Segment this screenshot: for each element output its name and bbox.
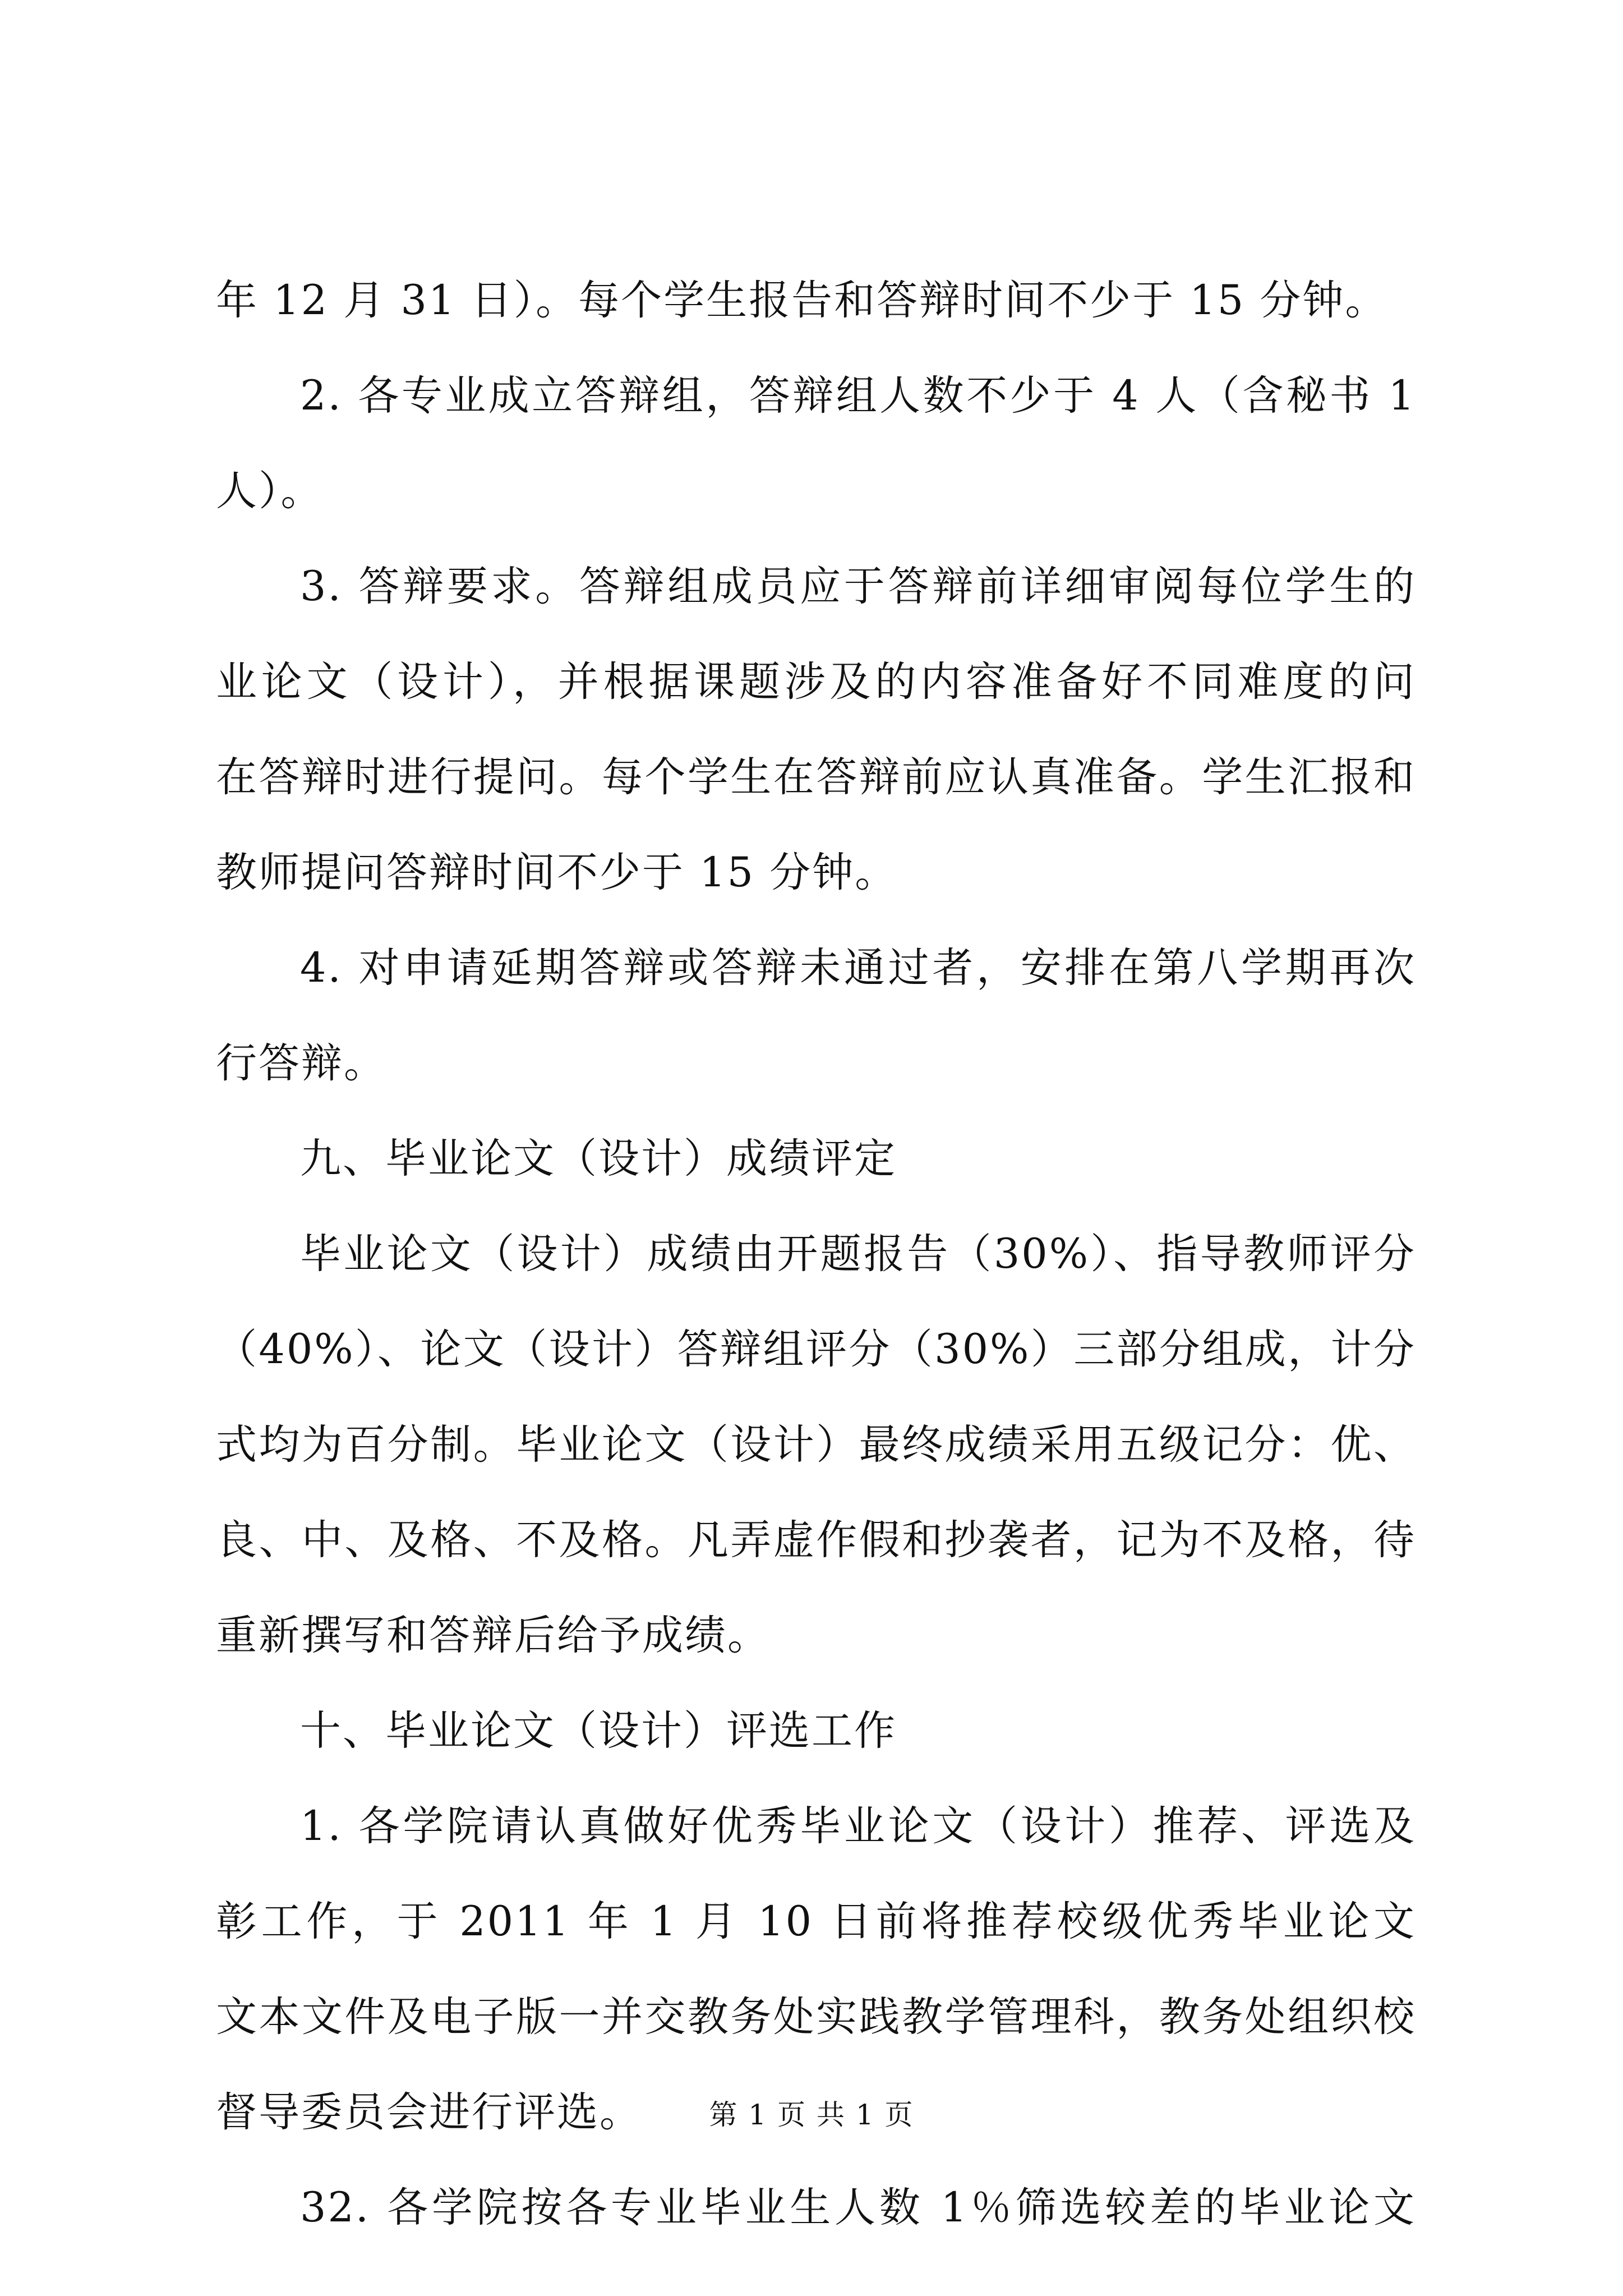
text-line-18: 彰工作，于 2011 年 1 月 10 日前将推荐校级优秀毕业论文 xyxy=(216,1898,1416,1945)
text-line-4: 3. 答辩要求。答辩组成员应于答辩前详细审阅每位学生的 xyxy=(300,563,1416,610)
page-number-footer: 第 1 页 共 1 页 xyxy=(709,2099,914,2131)
text-line-12: （40%）、论文（设计）答辩组评分（30%）三部分组成，计分 xyxy=(216,1326,1416,1373)
text-line-6: 在答辩时进行提问。每个学生在答辩前应认真准备。学生汇报和 xyxy=(216,753,1416,801)
text-line-1: 年 12 月 31 日）。每个学生报告和答辩时间不少于 15 分钟。 xyxy=(216,277,1388,324)
text-line-7: 教师提问答辩时间不少于 15 分钟。 xyxy=(216,849,898,896)
text-line-17: 1. 各学院请认真做好优秀毕业论文（设计）推荐、评选及 xyxy=(300,1802,1416,1850)
text-line-2: 2. 各专业成立答辩组，答辩组人数不少于 4 人（含秘书 1 xyxy=(300,372,1416,420)
text-line-15: 重新撰写和答辩后给予成绩。 xyxy=(216,1612,770,1659)
text-line-8: 4. 对申请延期答辩或答辩未通过者，安排在第八学期再次 xyxy=(300,944,1416,992)
text-line-11: 毕业论文（设计）成绩由开题报告（30%）、指导教师评分 xyxy=(300,1230,1416,1278)
text-line-19: 文本文件及电子版一并交教务处实践教学管理科，教务处组织校 xyxy=(216,1993,1416,2041)
text-line-3: 人）。 xyxy=(216,467,324,515)
section-heading-9: 九、毕业论文（设计）成绩评定 xyxy=(300,1135,897,1182)
text-line-14: 良、中、及格、不及格。凡弄虚作假和抄袭者，记为不及格，待 xyxy=(216,1516,1416,1564)
text-line-21: 32. 各学院按各专业毕业生人数 1％筛选较差的毕业论文 xyxy=(300,2184,1416,2231)
text-line-13: 式均为百分制。毕业论文（设计）最终成绩采用五级记分：优、 xyxy=(216,1421,1416,1469)
text-line-20: 督导委员会进行评选。 xyxy=(216,2088,642,2136)
text-line-5: 业论文（设计），并根据课题涉及的内容准备好不同难度的问 xyxy=(216,658,1416,706)
text-line-9: 行答辩。 xyxy=(216,1039,386,1087)
section-heading-10: 十、毕业论文（设计）评选工作 xyxy=(300,1707,897,1755)
